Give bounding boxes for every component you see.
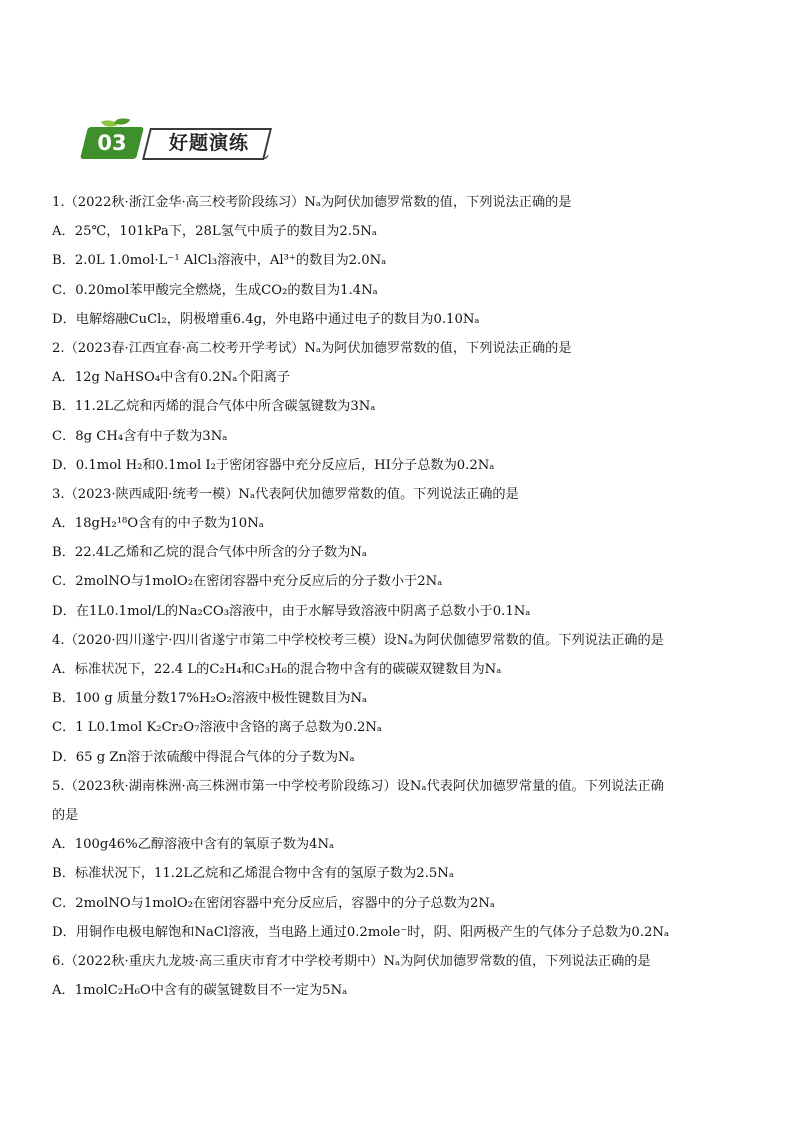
- answer-option: D．电解熔融CuCl₂，阴极增重6.4g，外电路中通过电子的数目为0.10Nₐ: [52, 311, 480, 327]
- answer-option: A．12g NaHSO₄中含有0.2Nₐ个阳离子: [52, 370, 291, 386]
- answer-option: C．2molNO与1molO₂在密闭容器中充分反应后，容器中的分子总数为2Nₐ: [52, 895, 495, 911]
- answer-option: B．标准状况下，11.2L乙烷和乙烯混合物中含有的氢原子数为2.5Nₐ: [52, 866, 454, 882]
- question-stem: 1.（2022秋·浙江金华·高三校考阶段练习）Nₐ为阿伏加德罗常数的值，下列说法正确的是: [52, 195, 572, 210]
- answer-option: A．1molC₂H₆O中含有的碳氢键数目不一定为5Nₐ: [52, 983, 348, 999]
- answer-option: C．0.20mol苯甲酸完全燃烧，生成CO₂的数目为1.4Nₐ: [52, 282, 378, 298]
- section-title: 好题演练: [168, 132, 249, 154]
- answer-option: D．65 g Zn溶于浓硫酸中得混合气体的分子数为Nₐ: [52, 749, 355, 765]
- section-header: [84, 127, 274, 159]
- answer-option: B．22.4L乙烯和乙烷的混合气体中所含的分子数为Nₐ: [52, 545, 367, 561]
- question-stem: 5.（2023秋·湖南株洲·高三株洲市第一中学校考阶段练习）设Nₐ代表阿伏加德罗常量的值。下列说法正确: [52, 778, 664, 794]
- answer-option: B．11.2L乙烷和丙烯的混合气体中所含碳氢键数为3Nₐ: [52, 399, 376, 415]
- answer-option: B．100 g 质量分数17%H₂O₂溶液中极性键数目为Nₐ: [52, 691, 368, 707]
- question-stem: 3.（2023·陕西咸阳·统考一模）Nₐ代表阿伏加德罗常数的值。下列说法正确的是: [52, 486, 519, 502]
- answer-option: A．100g46%乙醇溶液中含有的氧原子数为4Nₐ: [52, 837, 335, 853]
- answer-option: C．2molNO与1molO₂在密闭容器中充分反应后的分子数小于2Nₐ: [52, 574, 443, 590]
- question-stem: 2.（2023春·江西宜春·高二校考开学考试）Nₐ为阿伏加德罗常数的值，下列说法正确的是: [52, 340, 572, 356]
- question-stem: 4.（2020·四川遂宁·四川省遂宁市第二中学校校考三模）设Nₐ为阿伏伽德罗常数的值。下列说法正确的是: [52, 632, 664, 648]
- answer-option: C．1 L0.1mol K₂Cr₂O₇溶液中含铬的离子总数为0.2Nₐ: [52, 720, 383, 736]
- question-stem: 6.（2022秋·重庆九龙坡·高三重庆市育才中学校考期中）Nₐ为阿伏加德罗常数的值，下列说法正确的是: [52, 953, 651, 969]
- answer-option: D．用铜作电极电解饱和NaCl溶液，当电路上通过0.2mole⁻时，阴、阳两极产生的气体分子总数为0.2Nₐ: [52, 924, 670, 940]
- question-list: [52, 188, 742, 1005]
- answer-option: A．18gH₂¹⁸O含有的中子数为10Nₐ: [52, 516, 264, 532]
- question-stem-continued: 的是: [52, 807, 79, 823]
- section-number: 03: [97, 131, 127, 155]
- answer-option: A．标准状况下，22.4 L的C₂H₄和C₃H₆的混合物中含有的碳碳双键数目为Nₐ: [52, 662, 502, 677]
- answer-option: B．2.0L 1.0mol·L⁻¹ AlCl₃溶液中，Al³⁺的数目为2.0Nₐ: [52, 253, 387, 269]
- answer-option: D．0.1mol H₂和0.1mol I₂于密闭容器中充分反应后，HI分子总数为0.2Nₐ: [52, 457, 495, 473]
- answer-option: D．在1L0.1mol/L的Na₂CO₃溶液中，由于水解导致溶液中阴离子总数小于0.1Nₐ: [52, 603, 531, 619]
- answer-option: C．8g CH₄含有中子数为3Nₐ: [52, 428, 228, 444]
- answer-option: A．25℃，101kPa下，28L氢气中质子的数目为2.5Nₐ: [52, 224, 377, 240]
